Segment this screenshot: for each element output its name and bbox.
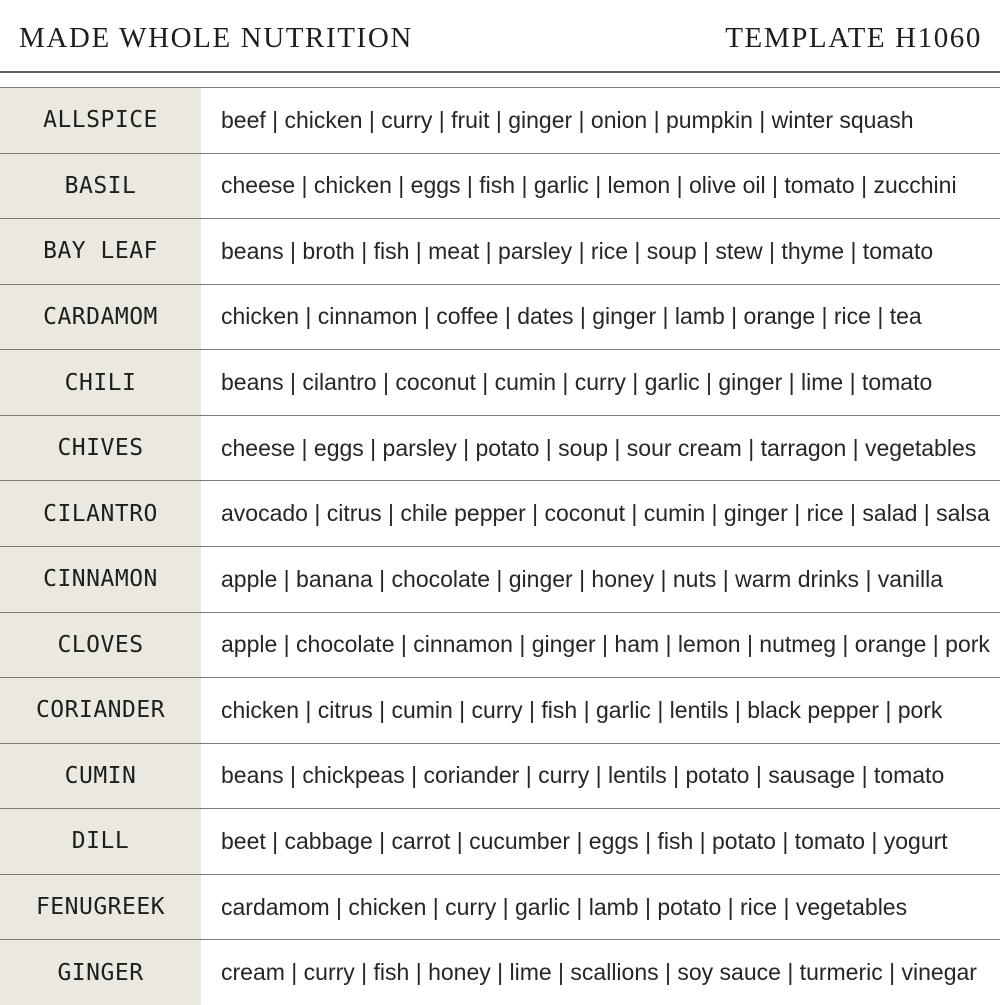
table-row <box>0 808 1000 874</box>
table-row <box>0 349 1000 415</box>
table-row <box>0 480 1000 546</box>
template-id: TEMPLATE H1060 <box>725 22 982 54</box>
pairings-text: beans | broth | fish | meat | parsley | rice | soup | stew | thyme | tomato <box>221 237 934 264</box>
spice-name: CILANTRO <box>0 481 201 546</box>
spice-name: DILL <box>0 809 201 874</box>
table-row <box>0 874 1000 940</box>
pairings-text: apple | chocolate | cinnamon | ginger | ham | lemon | nutmeg | orange | pork <box>221 631 990 658</box>
table-row <box>0 87 1000 153</box>
pairings-text: beet | cabbage | carrot | cucumber | eggs | fish | potato | tomato | yogurt <box>221 827 948 854</box>
table-row <box>0 153 1000 219</box>
pairings-text: chicken | citrus | cumin | curry | fish | garlic | lentils | black pepper | pork <box>221 696 943 723</box>
table-row <box>0 415 1000 481</box>
table-row <box>0 677 1000 743</box>
pairings-text: beef | chicken | curry | fruit | ginger | onion | pumpkin | winter squash <box>221 106 914 133</box>
pairings-text: cheese | chicken | eggs | fish | garlic | lemon | olive oil | tomato | zucchini <box>221 172 957 199</box>
header-divider <box>0 71 1000 73</box>
pairings-text: beans | cilantro | coconut | cumin | curry | garlic | ginger | lime | tomato <box>221 369 933 396</box>
spice-name: CHILI <box>0 350 201 415</box>
spice-pairing-table <box>0 87 1000 1000</box>
spice-name: CHIVES <box>0 416 201 481</box>
table-row <box>0 546 1000 612</box>
table-row <box>0 612 1000 678</box>
table-row <box>0 218 1000 284</box>
pairings-text: apple | banana | chocolate | ginger | honey | nuts | warm drinks | vanilla <box>221 565 944 592</box>
brand-name: MADE WHOLE NUTRITION <box>19 22 413 54</box>
pairings-text: cardamom | chicken | curry | garlic | lamb | potato | rice | vegetables <box>221 893 908 920</box>
spice-name: CINNAMON <box>0 547 201 612</box>
table-row <box>0 284 1000 350</box>
spice-name: FENUGREEK <box>0 875 201 940</box>
spice-name: CARDAMOM <box>0 285 201 350</box>
pairings-text: cheese | eggs | parsley | potato | soup | sour cream | tarragon | vegetables <box>221 434 977 461</box>
table-row <box>0 939 1000 1005</box>
spice-name: BASIL <box>0 154 201 219</box>
spice-name: CORIANDER <box>0 678 201 743</box>
pairings-text: beans | chickpeas | coriander | curry | lentils | potato | sausage | tomato <box>221 762 945 789</box>
page-header <box>0 0 1000 72</box>
pairings-text: chicken | cinnamon | coffee | dates | ginger | lamb | orange | rice | tea <box>221 303 922 330</box>
pairings-text: avocado | citrus | chile pepper | coconut | cumin | ginger | rice | salad | salsa <box>221 500 990 527</box>
spice-name: GINGER <box>0 940 201 1005</box>
pairings-text: cream | curry | fish | honey | lime | scallions | soy sauce | turmeric | vinegar <box>221 959 977 986</box>
spice-name: BAY LEAF <box>0 219 201 284</box>
spice-name: CLOVES <box>0 613 201 678</box>
table-row <box>0 743 1000 809</box>
spice-name: CUMIN <box>0 744 201 809</box>
spice-name: ALLSPICE <box>0 88 201 153</box>
